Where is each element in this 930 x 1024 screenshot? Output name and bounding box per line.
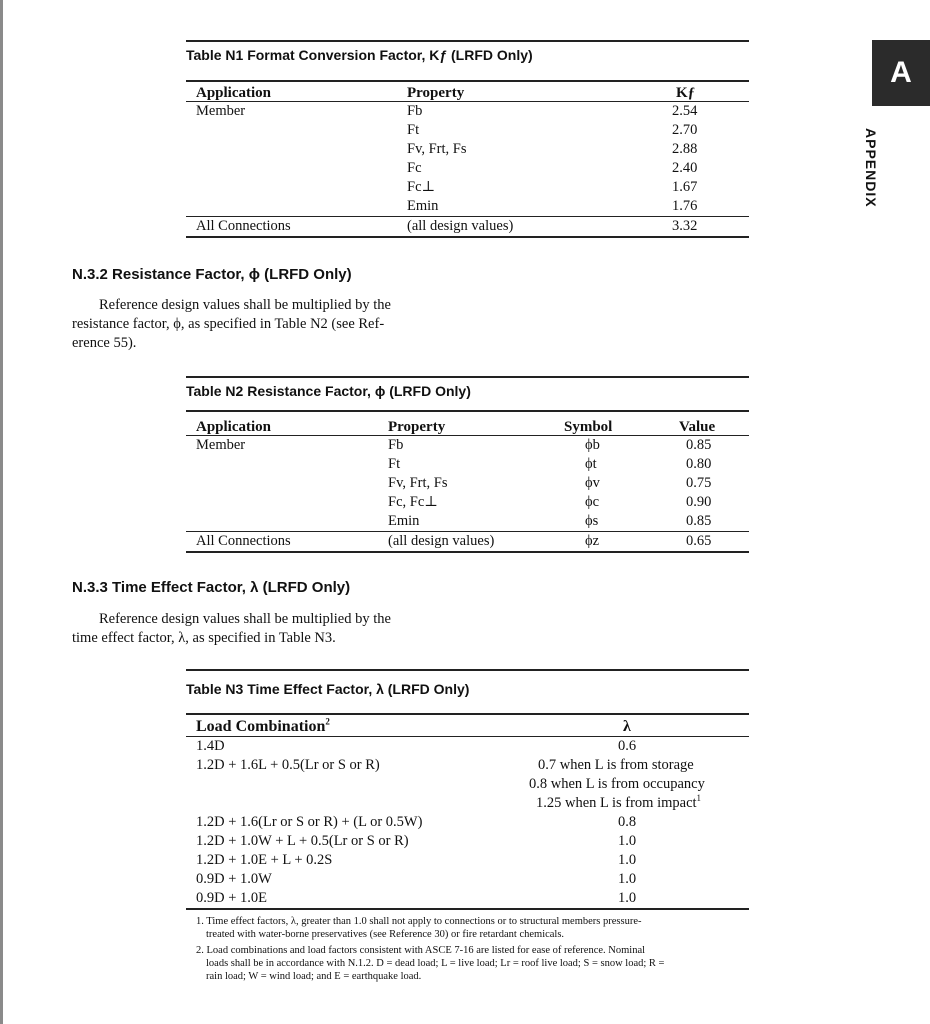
table-row bbox=[186, 532, 749, 551]
cell bbox=[536, 794, 701, 813]
table-n3 bbox=[186, 669, 749, 990]
footnote-ref: 2 bbox=[325, 716, 330, 727]
table-row bbox=[186, 512, 749, 531]
table-row bbox=[186, 889, 749, 908]
col-application: Application bbox=[196, 419, 272, 435]
cell: 1.2D + 1.6(Lr or S or R) + (L or 0.5W) bbox=[196, 814, 423, 830]
table-n3-header bbox=[186, 717, 749, 736]
table-row bbox=[186, 159, 749, 178]
cell: Fv, Frt, Fs bbox=[407, 141, 467, 157]
table-n1-title: Table N1 Format Conversion Factor, Kƒ (LRFD Only) bbox=[186, 47, 533, 63]
table-n3-body bbox=[186, 737, 749, 908]
table-n1 bbox=[186, 40, 749, 238]
cell: 0.8 bbox=[618, 814, 637, 830]
cell: All Connections bbox=[196, 533, 291, 549]
cell: 1.0 bbox=[618, 890, 637, 906]
cell: Ft bbox=[388, 456, 401, 472]
cell: 2.40 bbox=[672, 160, 698, 176]
cell: 0.85 bbox=[686, 437, 712, 453]
cell: 3.32 bbox=[672, 218, 698, 234]
col-application: Application bbox=[196, 85, 272, 101]
table-n2 bbox=[186, 376, 749, 553]
section-n33-text bbox=[72, 610, 472, 648]
cell: All Connections bbox=[196, 218, 291, 234]
cell: 1.0 bbox=[618, 833, 637, 849]
cell: 1.2D + 1.0E + L + 0.2S bbox=[196, 852, 333, 868]
table-row bbox=[186, 870, 749, 889]
table-n2-header bbox=[186, 418, 749, 437]
cell: 0.8 when L is from occupancy bbox=[529, 776, 705, 792]
col-lambda: λ bbox=[623, 718, 631, 735]
cell: 0.90 bbox=[686, 494, 712, 510]
table-row bbox=[186, 102, 749, 121]
section-n32-text bbox=[72, 296, 472, 353]
table-row bbox=[186, 455, 749, 474]
cell: Ft bbox=[407, 122, 420, 138]
table-row bbox=[186, 197, 749, 216]
col-value: Value bbox=[679, 419, 716, 435]
table-row bbox=[186, 851, 749, 870]
footnote-2-cont: loads shall be in accordance with N.1.2. D = dead load; L = live load; Lr = roof live load; S = snow load; R = bbox=[206, 958, 665, 969]
cell: 0.7 when L is from storage bbox=[538, 757, 694, 773]
cell: 1.2D + 1.6L + 0.5(Lr or S or R) bbox=[196, 757, 380, 773]
cell: Fb bbox=[407, 103, 423, 119]
footnote-1-cont: treated with water-borne preservatives (see Reference 30) or fire retardant chemicals. bbox=[206, 929, 565, 940]
cell: Fv, Frt, Fs bbox=[388, 475, 448, 491]
table-row bbox=[186, 178, 749, 197]
appendix-label-text: APPENDIX bbox=[863, 128, 879, 208]
table-n2-title: Table N2 Resistance Factor, ϕ (LRFD Only) bbox=[186, 383, 471, 399]
table-n3-title: Table N3 Time Effect Factor, λ (LRFD Only) bbox=[186, 681, 470, 697]
col-load-combination bbox=[196, 717, 330, 736]
col-property: Property bbox=[388, 419, 446, 435]
tab-letter: A bbox=[890, 56, 912, 89]
cell: 1.76 bbox=[672, 198, 698, 214]
col-kf: Kƒ bbox=[676, 85, 696, 101]
footnote-2: 2. Load combinations and load factors consistent with ASCE 7-16 are listed for ease of reference. Nominal bbox=[196, 945, 646, 956]
cell: 0.65 bbox=[686, 533, 712, 549]
table-n2-body bbox=[186, 436, 749, 551]
cell: Fc, Fc⊥ bbox=[388, 494, 438, 510]
cell: 2.70 bbox=[672, 122, 698, 138]
cell: (all design values) bbox=[407, 218, 514, 234]
table-row bbox=[186, 474, 749, 493]
cell: Fb bbox=[388, 437, 404, 453]
cell-text: 1.25 when L is from impact bbox=[536, 795, 697, 811]
col-symbol: Symbol bbox=[564, 419, 613, 435]
para-line: Reference design values shall be multiplied by the bbox=[99, 297, 391, 313]
appendix-tab bbox=[872, 40, 930, 106]
cell: 1.67 bbox=[672, 179, 698, 195]
cell: ϕc bbox=[585, 494, 600, 510]
cell: Emin bbox=[407, 198, 439, 214]
cell: ϕz bbox=[585, 533, 600, 549]
cell: 0.9D + 1.0E bbox=[196, 890, 268, 906]
col-property: Property bbox=[407, 85, 465, 101]
table-n3-footnotes bbox=[186, 910, 749, 990]
cell: 1.0 bbox=[618, 852, 637, 868]
para-line: time effect factor, λ, as specified in Table N3. bbox=[72, 630, 336, 646]
appendix-side-label bbox=[860, 128, 884, 218]
cell: 0.80 bbox=[686, 456, 712, 472]
cell: 2.88 bbox=[672, 141, 698, 157]
table-row bbox=[186, 813, 749, 832]
cell: ϕb bbox=[585, 437, 600, 453]
footnote-2-cont: rain load; W = wind load; and E = earthquake load. bbox=[206, 971, 422, 982]
table-row bbox=[186, 121, 749, 140]
para-line: erence 55). bbox=[72, 335, 137, 351]
cell: Member bbox=[196, 103, 246, 119]
header-text: Load Combination bbox=[196, 718, 326, 735]
cell: Fc bbox=[407, 160, 422, 176]
cell: 1.4D bbox=[196, 738, 225, 754]
table-row bbox=[186, 737, 749, 756]
table-row bbox=[186, 775, 749, 794]
footnote-ref: 1 bbox=[696, 793, 702, 804]
cell: ϕs bbox=[585, 513, 599, 529]
table-row bbox=[186, 217, 749, 236]
cell: ϕv bbox=[585, 475, 600, 491]
section-heading-n33: N.3.3 Time Effect Factor, λ (LRFD Only) bbox=[72, 579, 351, 596]
cell: 1.2D + 1.0W + L + 0.5(Lr or S or R) bbox=[196, 833, 409, 849]
table-row bbox=[186, 756, 749, 775]
page-left-edge bbox=[0, 0, 3, 1024]
table-row bbox=[186, 794, 749, 813]
table-row bbox=[186, 493, 749, 512]
cell: 2.54 bbox=[672, 103, 698, 119]
table-row bbox=[186, 140, 749, 159]
cell: 1.0 bbox=[618, 871, 637, 887]
para-line: resistance factor, ϕ, as specified in Table N2 (see Ref- bbox=[72, 316, 385, 332]
section-heading-n32: N.3.2 Resistance Factor, ϕ (LRFD Only) bbox=[72, 266, 352, 283]
table-n1-body bbox=[186, 102, 749, 236]
cell: Member bbox=[196, 437, 246, 453]
table-n1-header bbox=[186, 84, 749, 103]
cell: ϕt bbox=[585, 456, 597, 472]
cell: Emin bbox=[388, 513, 420, 529]
cell: Fc⊥ bbox=[407, 179, 436, 195]
cell: 0.85 bbox=[686, 513, 712, 529]
para-line: Reference design values shall be multiplied by the bbox=[99, 611, 391, 627]
table-row bbox=[186, 436, 749, 455]
cell: 0.75 bbox=[686, 475, 712, 491]
cell: 0.9D + 1.0W bbox=[196, 871, 272, 887]
cell: (all design values) bbox=[388, 533, 495, 549]
footnote-1: 1. Time effect factors, λ, greater than 1.0 shall not apply to connections or to structural members pressure- bbox=[196, 916, 642, 927]
table-row bbox=[186, 832, 749, 851]
cell: 0.6 bbox=[618, 738, 637, 754]
